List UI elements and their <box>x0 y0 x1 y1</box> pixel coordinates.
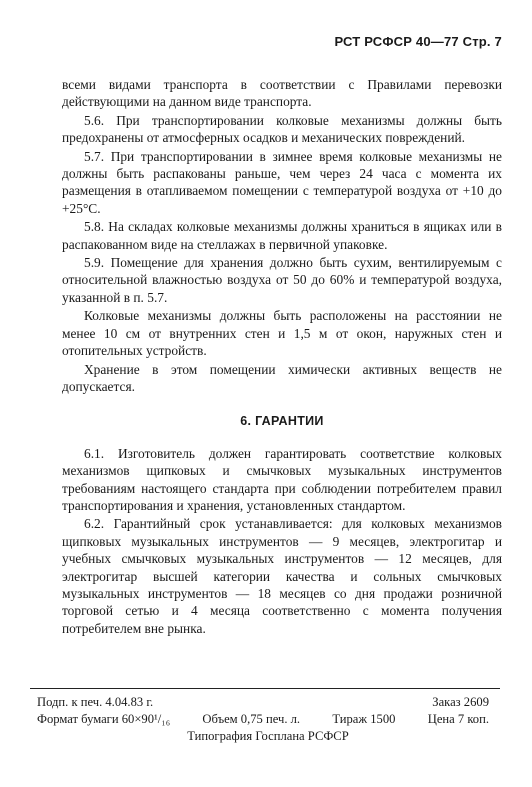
paragraph-transport-rules: всеми видами транспорта в соответствии с Правилами перевозки действующими на данном виде транспорта. <box>62 77 502 110</box>
footer-row-1 <box>37 694 489 711</box>
paragraph-6-2: 6.2. Гарантийный срок устанавливается: для колковых механизмов щипковых музыкальных инструментов — 9 месяцев, электрогитар и учебных смычковых музыкальных инструментов — 12 месяцев, для электрогитар высшей категории качества и сольных смычковых музыкальных инструментов — 18 месяцев со дня продажи розничной торговой сетью и 4 месяца соответственно с момента получения потребителем вне рынка. <box>62 516 502 636</box>
paragraph-5-6: 5.6. При транспортировании колковые механизмы должны быть предохранены от атмосферных осадков и механических повреждений. <box>62 112 502 146</box>
print-run: Тираж 1500 <box>332 712 396 726</box>
print-volume: Объем 0,75 печ. л. <box>202 712 301 726</box>
signed-date: Подп. к печ. 4.04.83 г. <box>37 695 154 709</box>
footer-row-3 <box>37 728 489 745</box>
paragraph-6-1: 6.1. Изготовитель должен гарантировать соответствие колковых механизмов щипковых и смычковых музыкальных инструментов требованиям настоящего стандарта при соблюдении потребителем правил транспортирования и хранения, установленных стандартом. <box>62 445 502 513</box>
running-header: РСТ РСФСР 40—77 Стр. 7 <box>334 34 502 49</box>
footer-divider <box>30 688 500 689</box>
order-number: Заказ 2609 <box>432 695 489 709</box>
section-title: 6. ГАРАНТИИ <box>240 414 324 429</box>
imprint-footer <box>37 694 489 745</box>
paper-format: Формат бумаги 60×90¹/₁₆ <box>37 712 171 726</box>
page-body <box>62 76 502 638</box>
footer-row-2 <box>37 711 489 728</box>
paragraph-chemicals: Хранение в этом помещении химически активных веществ не допускается. <box>62 361 502 394</box>
printer-name: Типография Госплана РСФСР <box>187 729 349 743</box>
paragraph-5-8: 5.8. На складах колковые механизмы должны храниться в ящиках или в распакованном виде на стеллажах в первичной упаковке. <box>62 219 502 252</box>
paragraph-storage-distance: Колковые механизмы должны быть расположены на расстоянии не менее 10 см от внутренних стен и 1,5 м от окон, наружных стен и отопительных устройств. <box>62 308 502 359</box>
paragraph-5-9: 5.9. Помещение для хранения должно быть сухим, вентилируемым с относительной влажностью воздуха от 50 до 60% и температурой воздуха, указанной в п. 5.7. <box>62 255 502 305</box>
paragraph-5-7: 5.7. При транспортировании в зимнее время колковые механизмы не должны быть распакованы раньше, чем через 24 часа с момента их размещения в отапливаемом помещении с температурой воздуха от +10 до +25°С. <box>62 148 502 216</box>
price: Цена 7 коп. <box>427 712 489 726</box>
